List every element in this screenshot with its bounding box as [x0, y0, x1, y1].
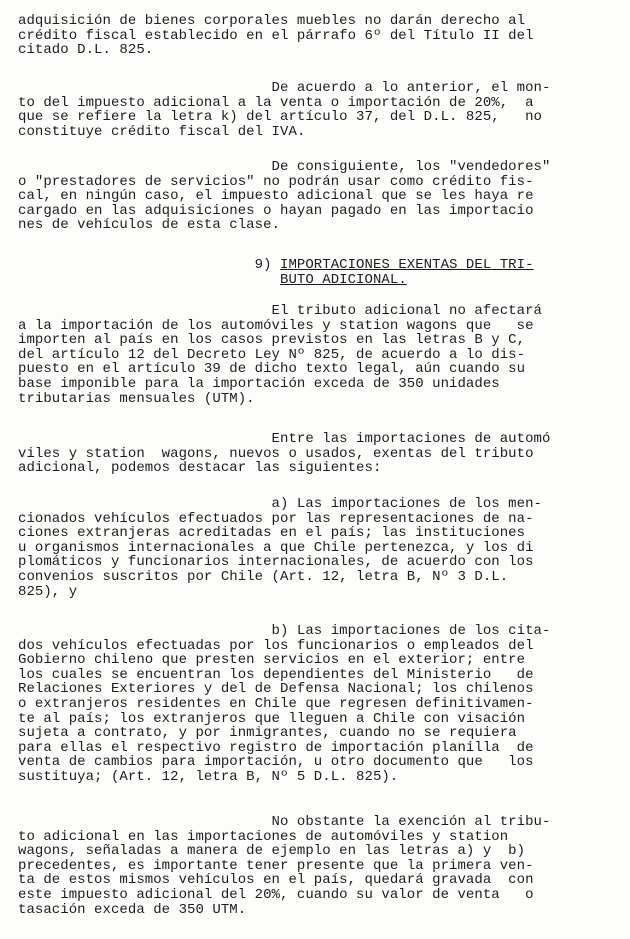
- text-line: u organismos internacionales a que Chile pertenezca, y los di: [18, 539, 534, 556]
- paragraph-6: [18, 624, 614, 785]
- text-line: citado D.L. 825.: [18, 42, 154, 59]
- text-line: Entre las importaciones de automó: [18, 431, 551, 447]
- text-line: precedentes, es importante tener presente que la primera ven-: [18, 857, 534, 874]
- paragraph-2: [18, 160, 614, 233]
- paragraph-0: [18, 14, 614, 58]
- text-line: b) Las importaciones de los cita-: [18, 623, 551, 639]
- text-line: este impuesto adicional del 20%, cuando su valor de venta o: [18, 886, 534, 903]
- section-number: 9): [254, 257, 272, 273]
- text-line: sustituya; (Art. 12, letra B, Nº 5 D.L. 825).: [18, 768, 399, 785]
- text-line: a la importación de los automóviles y station wagons que se: [18, 317, 534, 334]
- text-line: to del impuesto adicional a la venta o importación de 20%, a: [18, 94, 534, 111]
- text-line: El tributo adicional no afectará: [18, 303, 542, 319]
- text-line: para ellas el respectivo registro de importación planilla de: [18, 739, 534, 756]
- text-line: o extranjeros residentes en Chile que regresen definitivamen-: [18, 695, 534, 712]
- text-line: wagons, señaladas a manera de ejemplo en las letras a) y b): [18, 843, 526, 860]
- paragraph-7: [18, 815, 614, 917]
- text-line: venta de cambios para importación, u otro documento que los: [18, 754, 534, 771]
- text-line: cargado en las adquisiciones o hayan pagado en las importacio: [18, 202, 534, 219]
- text-line: convenios suscritos por Chile (Art. 12, letra B, Nº 3 D.L.: [18, 568, 509, 585]
- section-title-line-2: BUTO ADICIONAL.: [280, 271, 407, 288]
- paragraph-4: [18, 432, 614, 476]
- text-line: constituye crédito fiscal del IVA.: [18, 123, 306, 140]
- text-line: ta de estos mismos vehículos en el país, quedará gravada con: [18, 872, 534, 889]
- paragraph-3: [18, 304, 614, 406]
- paragraph-5: [18, 497, 614, 599]
- text-line: plomáticos y funcionarios internacionales, de acuerdo con los: [18, 554, 534, 571]
- text-line: o "prestadores de servicios" no podrán usar como crédito fis-: [18, 173, 534, 190]
- text-line: 825), y: [18, 583, 78, 600]
- text-line: No obstante la exención al tribu-: [18, 814, 551, 830]
- paragraph-1: [18, 81, 614, 139]
- text-line: te al país; los extranjeros que lleguen a Chile con visación: [18, 710, 526, 727]
- text-line: cal, en ningún caso, el impuesto adicional que se les haya re: [18, 188, 534, 205]
- section-title-line-1: IMPORTACIONES EXENTAS DEL TRI-: [280, 257, 534, 273]
- text-line: Relaciones Exteriores y del de Defensa Nacional; los chilenos: [18, 681, 534, 698]
- text-line: adicional, podemos destacar las siguientes:: [18, 460, 382, 477]
- text-line: De acuerdo a lo anterior, el mon-: [18, 80, 551, 96]
- text-line: sujeta a contrato, y por inmigrantes, cuando no se requiera: [18, 725, 517, 742]
- text-line: que se refiere la letra k) del artículo 37, del D.L. 825, no: [18, 109, 542, 126]
- section-heading: [18, 258, 614, 287]
- text-line: adquisición de bienes corporales muebles no darán derecho al: [18, 13, 526, 29]
- text-line: cionados vehículos efectuados por las representaciones de na-: [18, 510, 534, 527]
- text-line: viles y station wagons, nuevos o usados, exentas del tributo: [18, 445, 534, 462]
- text-line: nes de vehículos de esta clase.: [18, 217, 280, 234]
- text-line: tasación exceda de 350 UTM.: [18, 901, 247, 918]
- text-line: tributarias mensuales (UTM).: [18, 390, 255, 407]
- text-line: Gobierno chileno que presten servicios en el exterior; entre: [18, 652, 526, 669]
- text-line: base imponible para la importación exceda de 350 unidades: [18, 375, 500, 392]
- text-line: los cuales se encuentran los dependientes del Ministerio de: [18, 666, 534, 683]
- text-line: puesto en el artículo 39 de dicho texto legal, aún cuando su: [18, 361, 526, 378]
- heading-line-1: [18, 258, 614, 273]
- text-line: a) Las importaciones de los men-: [18, 496, 542, 512]
- text-line: to adicional en las importaciones de automóviles y station: [18, 828, 509, 845]
- text-line: dos vehículos efectuadas por los funcionarios o empleados del: [18, 637, 534, 654]
- text-line: De consiguiente, los "vendedores": [18, 159, 551, 175]
- heading-line-2: [18, 273, 614, 288]
- text-line: del artículo 12 del Decreto Ley Nº 825, de acuerdo a lo dis-: [18, 346, 526, 363]
- text-line: crédito fiscal establecido en el párrafo 6º del Título II del: [18, 27, 534, 44]
- text-line: importen al país en los casos previstos en las letras B y C,: [18, 332, 526, 349]
- text-line: ciones extranjeras acreditadas en el país; las instituciones: [18, 525, 526, 542]
